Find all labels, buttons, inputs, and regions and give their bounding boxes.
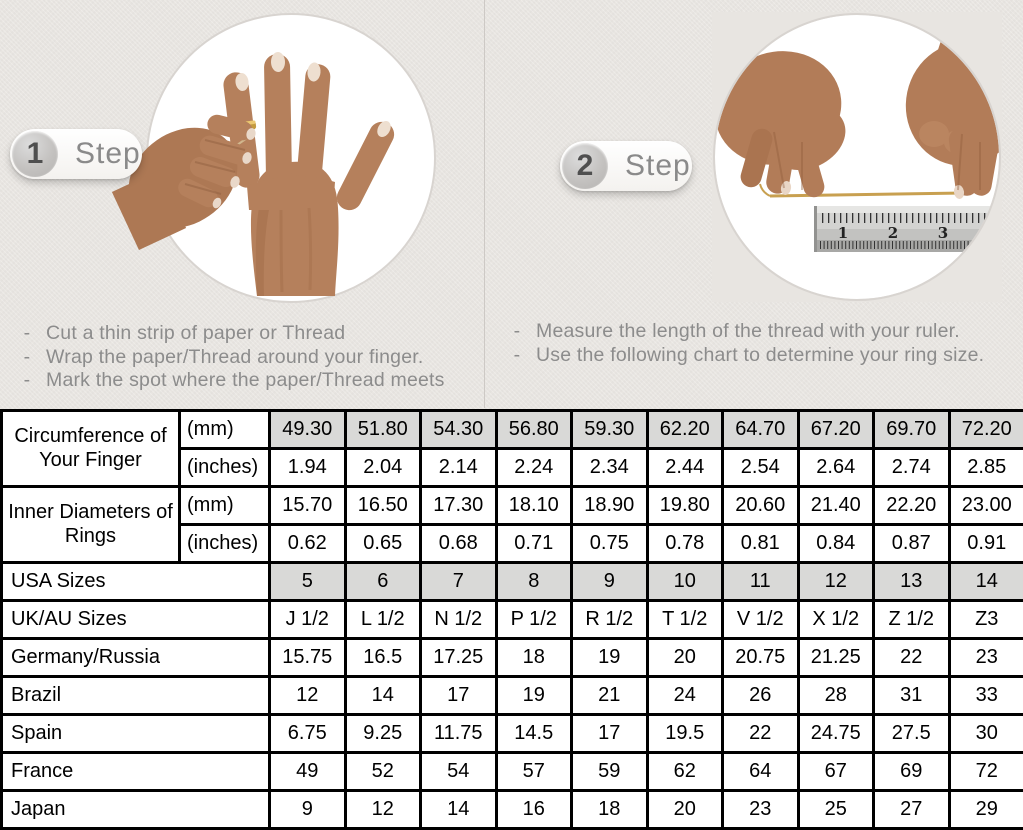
- size-system-label: Brazil: [2, 677, 270, 715]
- value-cell: 15.75: [270, 639, 346, 677]
- value-cell: 2.44: [647, 449, 723, 487]
- value-cell: 16.5: [345, 639, 421, 677]
- table-row: [2, 791, 1023, 829]
- value-cell: 25: [798, 791, 874, 829]
- table-row: [2, 639, 1023, 677]
- value-cell: 69.70: [874, 411, 950, 449]
- value-cell: Z3: [949, 601, 1023, 639]
- row-group-label: Circumference of Your Finger: [2, 411, 180, 487]
- table-row: [2, 677, 1023, 715]
- instruction-line: - Cut a thin strip of paper or Thread: [20, 322, 445, 346]
- svg-text:2: 2: [888, 224, 898, 242]
- value-cell: 20: [647, 639, 723, 677]
- value-cell: 22: [874, 639, 950, 677]
- value-cell: 10: [647, 563, 723, 601]
- value-cell: 0.87: [874, 525, 950, 563]
- value-cell: 21.25: [798, 639, 874, 677]
- value-cell: 0.91: [949, 525, 1023, 563]
- value-cell: 28: [798, 677, 874, 715]
- value-cell: 59: [572, 753, 648, 791]
- value-cell: 72.20: [949, 411, 1023, 449]
- measuring-thread-photo: [712, 12, 1002, 302]
- value-cell: 6: [345, 563, 421, 601]
- value-cell: 54: [421, 753, 497, 791]
- value-cell: 2.24: [496, 449, 572, 487]
- value-cell: 24.75: [798, 715, 874, 753]
- value-cell: V 1/2: [723, 601, 799, 639]
- dash-bullet: -: [20, 369, 34, 393]
- value-cell: 27: [874, 791, 950, 829]
- value-cell: 19: [496, 677, 572, 715]
- value-cell: 20.60: [723, 487, 799, 525]
- instruction-line: - Wrap the paper/Thread around your finger.: [20, 346, 445, 370]
- size-system-label: USA Sizes: [2, 563, 270, 601]
- value-cell: 12: [798, 563, 874, 601]
- dash-bullet: -: [510, 344, 524, 368]
- value-cell: 30: [949, 715, 1023, 753]
- value-cell: 18: [496, 639, 572, 677]
- value-cell: 7: [421, 563, 497, 601]
- value-cell: 33: [949, 677, 1023, 715]
- step-1-number-circle: [12, 131, 58, 177]
- value-cell: 20: [647, 791, 723, 829]
- unit-label: (mm): [180, 411, 270, 449]
- value-cell: 22.20: [874, 487, 950, 525]
- instruction-line: - Measure the length of the thread with your ruler.: [510, 320, 984, 344]
- step-2-badge: [560, 141, 692, 191]
- value-cell: 14: [421, 791, 497, 829]
- value-cell: 17.30: [421, 487, 497, 525]
- value-cell: 24: [647, 677, 723, 715]
- value-cell: 0.75: [572, 525, 648, 563]
- value-cell: 27.5: [874, 715, 950, 753]
- value-cell: 18: [572, 791, 648, 829]
- value-cell: 9.25: [345, 715, 421, 753]
- step-1-instructions: [20, 322, 445, 393]
- size-system-label: France: [2, 753, 270, 791]
- value-cell: 23: [949, 639, 1023, 677]
- instruction-line: - Mark the spot where the paper/Thread meets: [20, 369, 445, 393]
- value-cell: 18.10: [496, 487, 572, 525]
- value-cell: 2.74: [874, 449, 950, 487]
- table-row: [2, 753, 1023, 791]
- step-2-number: 2: [577, 149, 594, 183]
- value-cell: J 1/2: [270, 601, 346, 639]
- step-2-label: Step: [625, 149, 691, 183]
- value-cell: 52: [345, 753, 421, 791]
- step-2-number-circle: [562, 143, 608, 189]
- value-cell: 9: [270, 791, 346, 829]
- value-cell: 23: [723, 791, 799, 829]
- step-1-badge: [10, 129, 142, 179]
- value-cell: 17.25: [421, 639, 497, 677]
- value-cell: 2.04: [345, 449, 421, 487]
- value-cell: 51.80: [345, 411, 421, 449]
- value-cell: 69: [874, 753, 950, 791]
- value-cell: X 1/2: [798, 601, 874, 639]
- value-cell: 15.70: [270, 487, 346, 525]
- dash-bullet: -: [20, 322, 34, 346]
- value-cell: 2.85: [949, 449, 1023, 487]
- value-cell: P 1/2: [496, 601, 572, 639]
- step-2-instructions: [510, 320, 984, 367]
- value-cell: 12: [345, 791, 421, 829]
- vertical-divider: [484, 0, 485, 408]
- value-cell: 67.20: [798, 411, 874, 449]
- unit-label: (inches): [180, 449, 270, 487]
- value-cell: 11: [723, 563, 799, 601]
- value-cell: 0.84: [798, 525, 874, 563]
- value-cell: Z 1/2: [874, 601, 950, 639]
- value-cell: R 1/2: [572, 601, 648, 639]
- svg-text:1: 1: [838, 224, 848, 242]
- value-cell: 54.30: [421, 411, 497, 449]
- value-cell: 5: [270, 563, 346, 601]
- value-cell: 26: [723, 677, 799, 715]
- value-cell: L 1/2: [345, 601, 421, 639]
- value-cell: 12: [270, 677, 346, 715]
- value-cell: 14.5: [496, 715, 572, 753]
- value-cell: 16.50: [345, 487, 421, 525]
- value-cell: T 1/2: [647, 601, 723, 639]
- value-cell: 62: [647, 753, 723, 791]
- value-cell: 62.20: [647, 411, 723, 449]
- table-row: [2, 487, 1023, 525]
- value-cell: 18.90: [572, 487, 648, 525]
- value-cell: 21.40: [798, 487, 874, 525]
- value-cell: 17: [572, 715, 648, 753]
- value-cell: 8: [496, 563, 572, 601]
- ring-size-table-body: [2, 411, 1023, 829]
- step-1-number: 1: [27, 137, 44, 171]
- value-cell: 59.30: [572, 411, 648, 449]
- instructions-section: [0, 0, 1023, 409]
- value-cell: 17: [421, 677, 497, 715]
- value-cell: 22: [723, 715, 799, 753]
- size-system-label: Germany/Russia: [2, 639, 270, 677]
- value-cell: 9: [572, 563, 648, 601]
- value-cell: 2.14: [421, 449, 497, 487]
- value-cell: 2.64: [798, 449, 874, 487]
- size-system-label: UK/AU Sizes: [2, 601, 270, 639]
- value-cell: 6.75: [270, 715, 346, 753]
- svg-text:3: 3: [938, 224, 948, 242]
- value-cell: 64.70: [723, 411, 799, 449]
- unit-label: (inches): [180, 525, 270, 563]
- instruction-line: - Use the following chart to determine your ring size.: [510, 344, 984, 368]
- value-cell: 67: [798, 753, 874, 791]
- value-cell: 29: [949, 791, 1023, 829]
- size-system-label: Japan: [2, 791, 270, 829]
- value-cell: 13: [874, 563, 950, 601]
- hand-with-ring-photo: [95, 10, 437, 306]
- value-cell: 19.5: [647, 715, 723, 753]
- value-cell: 72: [949, 753, 1023, 791]
- table-row: [2, 411, 1023, 449]
- value-cell: 49: [270, 753, 346, 791]
- dash-bullet: -: [510, 320, 524, 344]
- value-cell: 2.34: [572, 449, 648, 487]
- unit-label: (mm): [180, 487, 270, 525]
- value-cell: 14: [949, 563, 1023, 601]
- table-row: [2, 601, 1023, 639]
- value-cell: 0.68: [421, 525, 497, 563]
- value-cell: 11.75: [421, 715, 497, 753]
- value-cell: 14: [345, 677, 421, 715]
- value-cell: 21: [572, 677, 648, 715]
- value-cell: 19.80: [647, 487, 723, 525]
- value-cell: 64: [723, 753, 799, 791]
- value-cell: 0.65: [345, 525, 421, 563]
- value-cell: 16: [496, 791, 572, 829]
- dash-bullet: -: [20, 346, 34, 370]
- value-cell: 2.54: [723, 449, 799, 487]
- value-cell: 0.62: [270, 525, 346, 563]
- table-row: [2, 715, 1023, 753]
- size-system-label: Spain: [2, 715, 270, 753]
- value-cell: N 1/2: [421, 601, 497, 639]
- value-cell: 1.94: [270, 449, 346, 487]
- value-cell: 19: [572, 639, 648, 677]
- step-1-label: Step: [75, 137, 141, 171]
- value-cell: 56.80: [496, 411, 572, 449]
- value-cell: 23.00: [949, 487, 1023, 525]
- table-row: [2, 563, 1023, 601]
- value-cell: 57: [496, 753, 572, 791]
- ring-size-table: [0, 409, 1023, 830]
- value-cell: 20.75: [723, 639, 799, 677]
- value-cell: 0.71: [496, 525, 572, 563]
- value-cell: 49.30: [270, 411, 346, 449]
- value-cell: 31: [874, 677, 950, 715]
- value-cell: 0.78: [647, 525, 723, 563]
- value-cell: 0.81: [723, 525, 799, 563]
- row-group-label: Inner Diameters of Rings: [2, 487, 180, 563]
